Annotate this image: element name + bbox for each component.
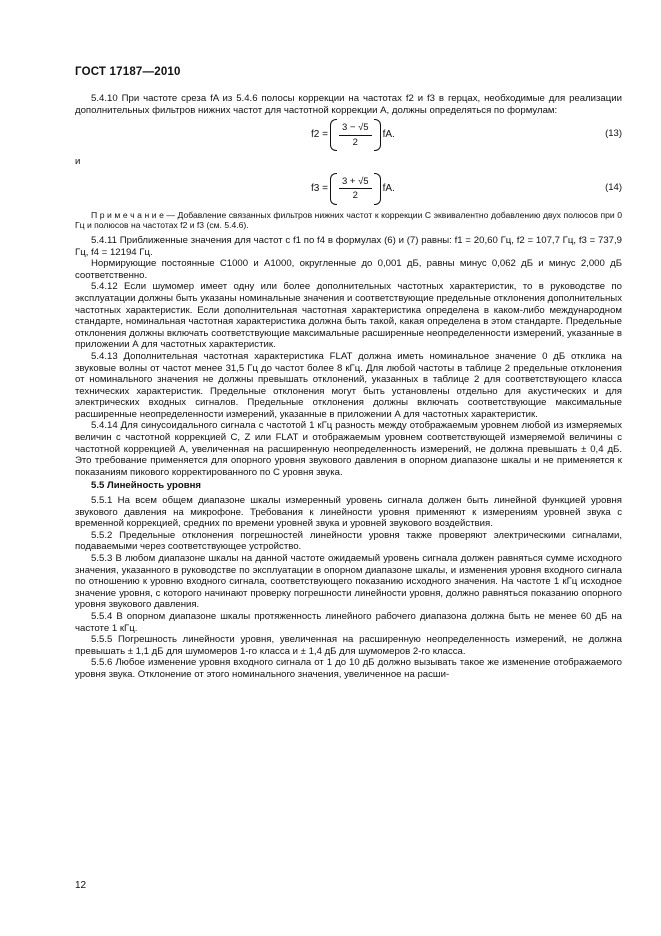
paragraph-5-4-13: 5.4.13 Дополнительная частотная характеристика FLAT должна иметь номинальное значение 0 дБ отклика на звуковые волны от частот менее 31,5 Гц до частот более 8 кГц. Для любой частоты в таблице 2 предельные отклонения от номинального значения не должны превышать отклонений, указанных в таблице 2 для соответствующего класса технических характеристик. Предельные отклонения могут быть установлены отдельно для акустических и для электрических входных сигналов. Предельные отклонения должны включать соответствующие максимальные расширенные неопределенности измерений, указанные в приложении А для частотных характеристик. xyxy=(75,350,622,420)
document-body xyxy=(75,93,622,681)
page-header: ГОСТ 17187—2010 xyxy=(75,66,181,78)
note: П р и м е ч а н и е — Добавление связанных фильтров нижних частот к коррекции C эквивалентно добавлению двух полюсов при 0 Гц и полюсов на частотах f2 и f3 (см. 5.4.6). xyxy=(75,209,622,231)
paragraph-5-5-2: 5.5.2 Предельные отклонения погрешностей линейности уровня также проверяют электрическими сигналами, подаваемыми через соответствующее устройство. xyxy=(75,529,622,553)
left-paren xyxy=(330,119,337,151)
formula-13-lhs: f2 = xyxy=(311,129,328,141)
paragraph-5-4-12: 5.4.12 Если шумомер имеет одну или более дополнительных частотных характеристик, то в руководстве по эксплуатации должны быть указаны номинальные значения и соответствующие предельные отклонения дополнительных частотных характеристик. Если дополнительная частотная характеристика определена в каком-либо международном стандарте, номинальная частотная характеристика должна быть такой, какая определена в этом стандарте. Предельные отклонения должны включать соответствующие максимальные расширенные неопределенности измерений, указанные в приложении А для частотных характеристик. xyxy=(75,281,622,351)
formula-14-lhs: f3 = xyxy=(311,182,328,194)
paragraph-5-4-14: 5.4.14 Для синусоидального сигнала с частотой 1 кГц разность между отображаемым уровнем любой из измеряемых величин с частотной коррекцией C, Z или FLAT и отображаемым уровнем соответствующей измеряемой величины с частотной коррекцией A, увеличенная на расширенную неопределенность измерений, не должна превышать ± 0,4 дБ. Это требование применяется для опорного уровня звукового давления в опорном диапазоне шкалы и не применяется к показаниям пикового корректированного по C уровня звука. xyxy=(75,420,622,478)
section-title-5-5: 5.5 Линейность уровня xyxy=(91,480,202,492)
formula-13 xyxy=(75,116,622,152)
formula-14-rhs: fA. xyxy=(382,182,395,194)
formula-14-fraction xyxy=(339,176,372,202)
paragraph-5-5-5: 5.5.5 Погрешность линейности уровня, увеличенная на расширенную неопределенность измерений, не должна превышать ± 1,1 дБ для шумомеров 1-го класса и ± 1,4 дБ для шумомеров 2-го класса. xyxy=(75,634,622,657)
equation-number-14: (14) xyxy=(605,181,622,193)
paragraph-5-5-1: 5.5.1 На всем общем диапазоне шкалы измеренный уровень сигнала должен быть линейной функцией уровня звукового давления на микрофоне. Требования к линейности уровня применяют к измерениям уровней звука с временной коррекцией, средних по времени уровней звука и уровней звукового воздействия. xyxy=(75,495,622,530)
right-paren xyxy=(374,119,381,151)
formula-14-numerator: 3 + √5 xyxy=(339,176,372,190)
paragraph-5-4-10: 5.4.10 При частоте среза fA из 5.4.6 полосы коррекции на частотах f2 и f3 в герцах, необходимые для реализации дополнительных фильтров нижних частот для частотной коррекции A, должны определяться по формулам: xyxy=(75,93,622,116)
formula-13-numerator: 3 − √5 xyxy=(339,122,372,136)
paragraph-5-5-6: 5.5.6 Любое изменение уровня входного сигнала от 1 до 10 дБ должно вызывать такое же изменение отображаемого уровня звука. Отклонение от этого номинального значения, увеличенное на расши- xyxy=(75,657,622,680)
formula-14-denominator: 2 xyxy=(352,190,358,202)
left-paren xyxy=(330,173,337,205)
paragraph-5-4-11a: 5.4.11 Приближенные значения для частот с f1 по f4 в формулах (6) и (7) равны: f1 = 20,60 Гц, f2 = 107,7 Гц, f3 = 737,9 Гц, f4 = 12194 Гц. xyxy=(75,234,622,258)
paragraph-5-5-3: 5.5.3 В любом диапазоне шкалы на данной частоте ожидаемый уровень сигнала должен равняться сумме исходного значения, указанного в руководстве по эксплуатации в опорном диапазоне шкалы, и изменения уровня входного сигнала по отношению к уровню входного сигнала, соответствующего показанию исходного значения. На частоте 1 кГц исходное значение уровня, с которого начинают проверку погрешности линейности уровня, должно равняться показанию опорного уровня звукового давления. xyxy=(75,553,622,611)
conjunction-and: и xyxy=(75,156,81,168)
equation-number-13: (13) xyxy=(605,128,622,140)
formula-13-fraction xyxy=(339,122,372,148)
paragraph-5-5-4: 5.5.4 В опорном диапазоне шкалы протяженность линейного рабочего диапазона должна быть не менее 60 дБ на частоте 1 кГц. xyxy=(75,610,622,634)
paragraph-5-4-11b: Нормирующие постоянные C1000 и A1000, округленные до 0,001 дБ, равны минус 0,062 дБ и минус 2,000 дБ соответственно. xyxy=(75,258,622,281)
formula-14 xyxy=(75,170,622,206)
formula-13-rhs: fA. xyxy=(382,129,395,141)
page-number: 12 xyxy=(75,880,87,891)
right-paren xyxy=(374,173,381,205)
formula-13-denominator: 2 xyxy=(352,136,358,148)
